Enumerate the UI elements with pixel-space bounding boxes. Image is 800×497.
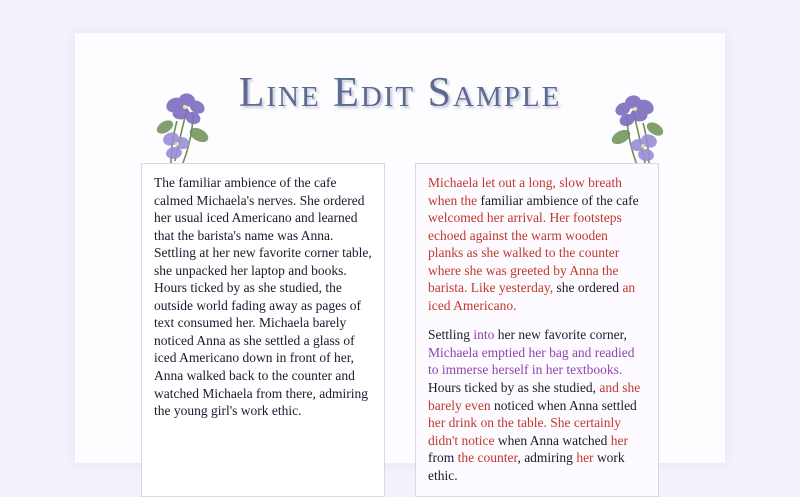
text-run-ins: the counter — [457, 450, 518, 466]
text-run-ins: an iced Americano. — [428, 280, 636, 313]
text-run-ins: Michaela let out a long, slow breath when the — [428, 175, 622, 208]
title-band — [75, 61, 725, 151]
edited-text-column — [415, 163, 659, 497]
text-run-ins2: Michaela emptied her bag and readied to immerse herself in her textbooks. — [428, 344, 635, 378]
text-run-ins: her drink on the table. She certainly didn't notice — [428, 415, 622, 448]
text-run-ins: her — [576, 450, 597, 466]
text-run-ins: welcomed her arrival. Her footsteps echoed against the warm wooden planks as she walked to the counter where she was greeted by Anna the barista. Like yesterday, — [428, 210, 622, 296]
text-run-kept: , admiring — [517, 450, 577, 466]
text-run-kept: her new favorite corner, — [497, 327, 627, 343]
text-run-kept: The familiar ambience of the cafe calmed Michaela's nerves. She ordered her usual iced Americano and learned that the barista's name was Anna. Settling at her new favorite corner table, she unpacked her laptop and books. Hours ticked by as she studied, the outside world fading away as pages of text consumed her. Michaela barely noticed Anna as she settled a glass of iced Americano down in front of her, Anna walked back to the counter and watched Michaela from there, admiring the young girl's work ethic. — [154, 175, 372, 419]
paragraph — [428, 326, 646, 484]
text-run-kept: from — [428, 450, 458, 466]
text-columns — [75, 163, 725, 497]
text-run-kept: she ordered — [556, 280, 623, 296]
text-run-ins2: into — [473, 327, 498, 343]
text-run-kept: Anna settled — [568, 397, 637, 413]
text-run-ins: and she barely even — [428, 380, 641, 413]
violet-flowers-icon — [597, 93, 667, 173]
page-title: Line Edit Sample — [238, 70, 562, 116]
original-text-column — [141, 163, 385, 497]
text-run-kept: noticed when — [493, 397, 569, 413]
text-run-kept: familiar ambience of the cafe — [480, 192, 639, 208]
text-run-ins: her — [610, 432, 629, 448]
text-run-kept: Anna watched — [529, 432, 611, 448]
text-run-kept: when — [497, 432, 530, 448]
paragraph — [154, 174, 372, 420]
text-run-kept: work ethic. — [428, 450, 625, 483]
paragraph — [428, 174, 646, 314]
text-run-kept: Hours ticked by as she studied, — [428, 380, 600, 396]
document-page — [75, 33, 725, 483]
text-run-kept: Settling — [428, 327, 474, 343]
